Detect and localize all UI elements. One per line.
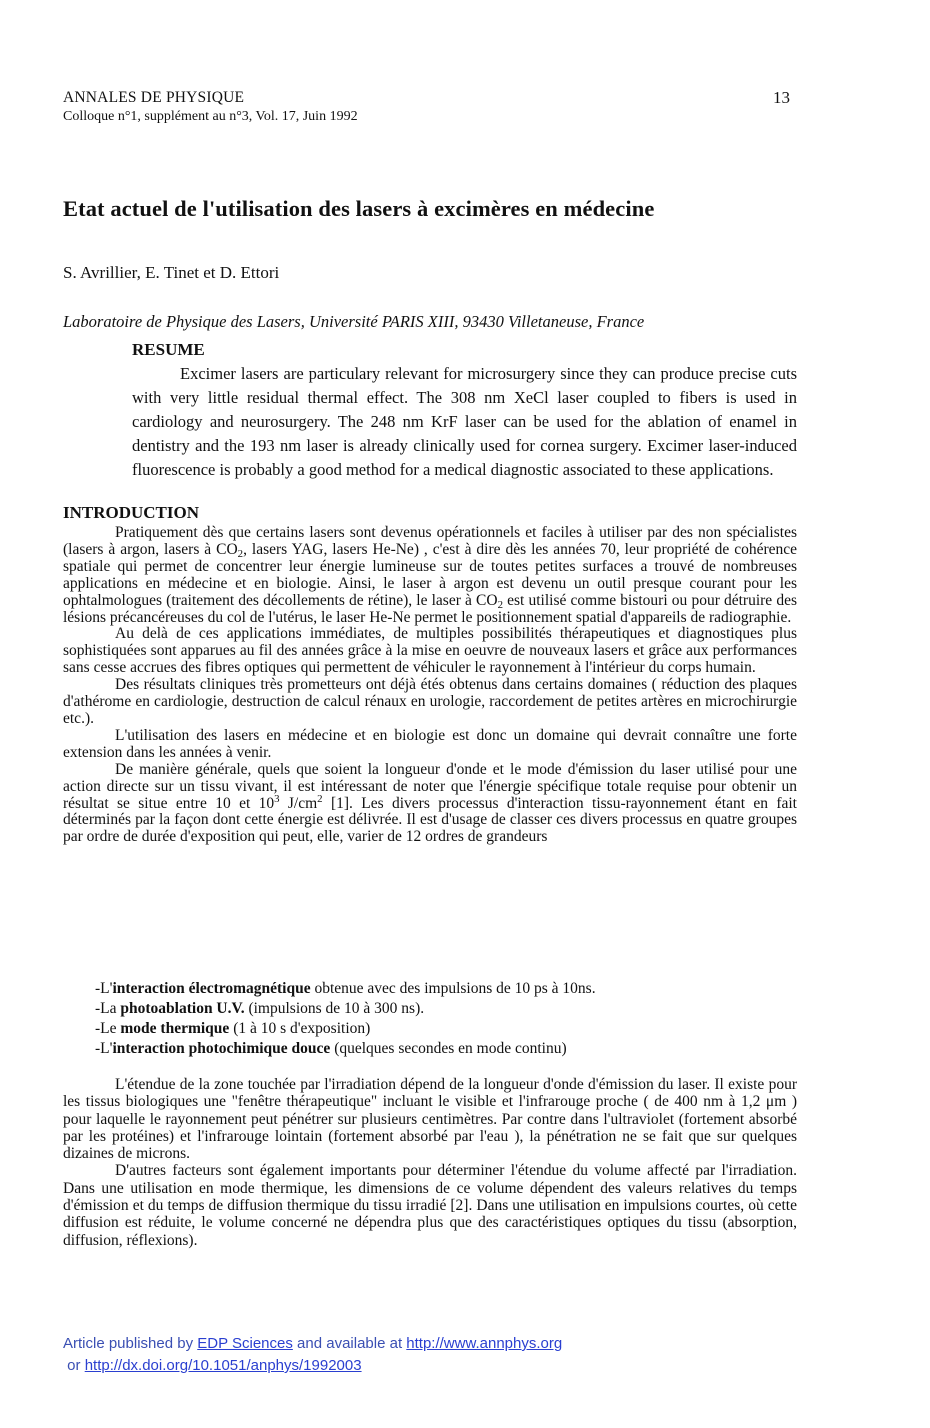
- list-item: -L'interaction photochimique douce (quelques secondes en mode continu): [95, 1040, 567, 1057]
- colloque-info: Colloque n°1, supplément au n°3, Vol. 17, Juin 1992: [63, 109, 358, 124]
- introduction-body-continued: [63, 1076, 797, 1249]
- abstract: [132, 362, 797, 482]
- paragraph-1: Pratiquement dès que certains lasers sont devenus opérationnels et faciles à utiliser par des non spécialistes (lasers à argon, lasers à $CO_2$, lasers YAG, lasers He-Ne) , c'est à dire dès les années 70, leur propriété de cohérence spatiale qui permet de concentrer leur énergie lumineuse sur de toutes petites surfaces a trouvé de nombreuses applications en médecine et en biologie. Ainsi, le laser à argon est devenu un outil presque courant pour les ophtalmologues (traitement des décollements de rétine), le laser à $CO_2$ est utilisé comme bistouri ou pour détruire des lésions précancéreuses du col de l'utérus, le laser He-Ne permet le positionnement spatial d'appareils de radiographie.: [63, 524, 798, 626]
- publication-footer: [63, 1333, 562, 1377]
- doi-link[interactable]: http://dx.doi.org/10.1051/anphys/1992003: [84, 1357, 362, 1374]
- abstract-text: Excimer lasers are particulary relevant for microsurgery since they can produce precise cuts with very little residual thermal effect. The 308 nm XeCl laser coupled to fibers is used in cardiology and neurosurgery. The 248 nm KrF laser can be used for the ablation of enamel in dentistry and the 193 nm laser is already clinically used for cornea surgery. Excimer laser-induced fluorescence is probably a good method for a medical diagnostic associated to these applications.: [132, 364, 797, 479]
- interaction-list: [95, 979, 596, 1059]
- list-item: -La photoablation U.V. (impulsions de 10 à 300 ns).: [95, 1000, 425, 1017]
- list-item: -Le mode thermique (1 à 10 s d'exposition): [95, 1020, 371, 1037]
- affiliation: Laboratoire de Physique des Lasers, Université PARIS XIII, 93430 Villetaneuse, France: [63, 312, 645, 331]
- authors: S. Avrillier, E. Tinet et D. Ettori: [63, 263, 280, 282]
- footer-line-1: Article published by EDP Sciences and available at http://www.annphys.org: [63, 1335, 563, 1352]
- resume-heading: RESUME: [132, 340, 205, 359]
- introduction-body: [63, 525, 797, 846]
- paragraph-2: Au delà de ces applications immédiates, de multiples possibilités thérapeutiques et diagnostiques plus sophistiquées sont apparues au fil des années grâce à la mise en oeuvre de nouveaux lasers et grâce aux performances sans cesse accrues des fibres optiques qui permettent de véhiculer le rayonnement à l'intérieur du corps humain.: [63, 625, 797, 677]
- publisher-link[interactable]: EDP Sciences: [197, 1335, 293, 1352]
- paper-title: Etat actuel de l'utilisation des lasers à excimères en médecine: [63, 196, 655, 221]
- paragraph-5: De manière générale, quels que soient la longueur d'onde et le mode d'émission du laser utilisé pour une action directe sur un tissu vivant, il est intéressant de noter que l'énergie spécifique totale requise pour obtenir un résultat se situe entre 10 et $10^3$ $J/cm^2$ [1]. Les divers processus d'interaction tissu-rayonnement étant en fait déterminés par la façon dont cette énergie est délivrée. Il est d'usage de classer ces divers processus en quatre groupes par ordre de durée d'exposition qui peut, elle, varier de 12 ordres de grandeurs: [63, 760, 797, 846]
- paragraph-6: L'étendue de la zone touchée par l'irradiation dépend de la longueur d'onde d'émission du laser. Il existe pour les tissus biologiques une "fenêtre thérapeutique" incluant le visible et l'infrarouge proche ( de 400 nm à 1,2 μm ) pour laquelle le rayonnement peut pénétrer sur plusieurs centimètres. Par contre dans l'ultraviolet (fortement absorbé par les protéines) et l'infrarouge lointain (fortement absorbé par l'eau ), la pénétration ne se fait que sur quelques dizaines de microns.: [63, 1076, 797, 1163]
- introduction-heading: INTRODUCTION: [63, 503, 200, 522]
- paragraph-4: L'utilisation des lasers en médecine et en biologie est donc un domaine qui devrait connaître une forte extension dans les années à venir.: [63, 726, 797, 761]
- paragraph-3: Des résultats cliniques très prometteurs ont déjà étés obtenus dans certains domaines ( réduction des plaques d'athérome en cardiologie, destruction de calcul rénaux en urologie, raccordement de petites artères en microchirurgie etc.).: [63, 676, 797, 727]
- page-number: 13: [773, 88, 790, 107]
- paragraph-7: D'autres facteurs sont également importants pour déterminer l'étendue du volume affecté par l'irradiation. Dans une utilisation en mode thermique, les dimensions de ce volume dépendent des valeurs relatives du temps d'émission et du temps de diffusion thermique du tissu irradié [2]. Dans une utilisation en impulsions courtes, où cette diffusion est réduite, le volume concerné ne dépendra plus que des caractéristiques optiques du tissu (absorption, diffusion, réflexions).: [63, 1162, 797, 1249]
- footer-line-2: or http://dx.doi.org/10.1051/anphys/1992003: [67, 1357, 362, 1374]
- journal-name: ANNALES DE PHYSIQUE: [63, 89, 245, 106]
- journal-url-link[interactable]: http://www.annphys.org: [406, 1335, 563, 1352]
- list-item: -L'interaction électromagnétique obtenue avec des impulsions de 10 ps à 10ns.: [95, 980, 596, 997]
